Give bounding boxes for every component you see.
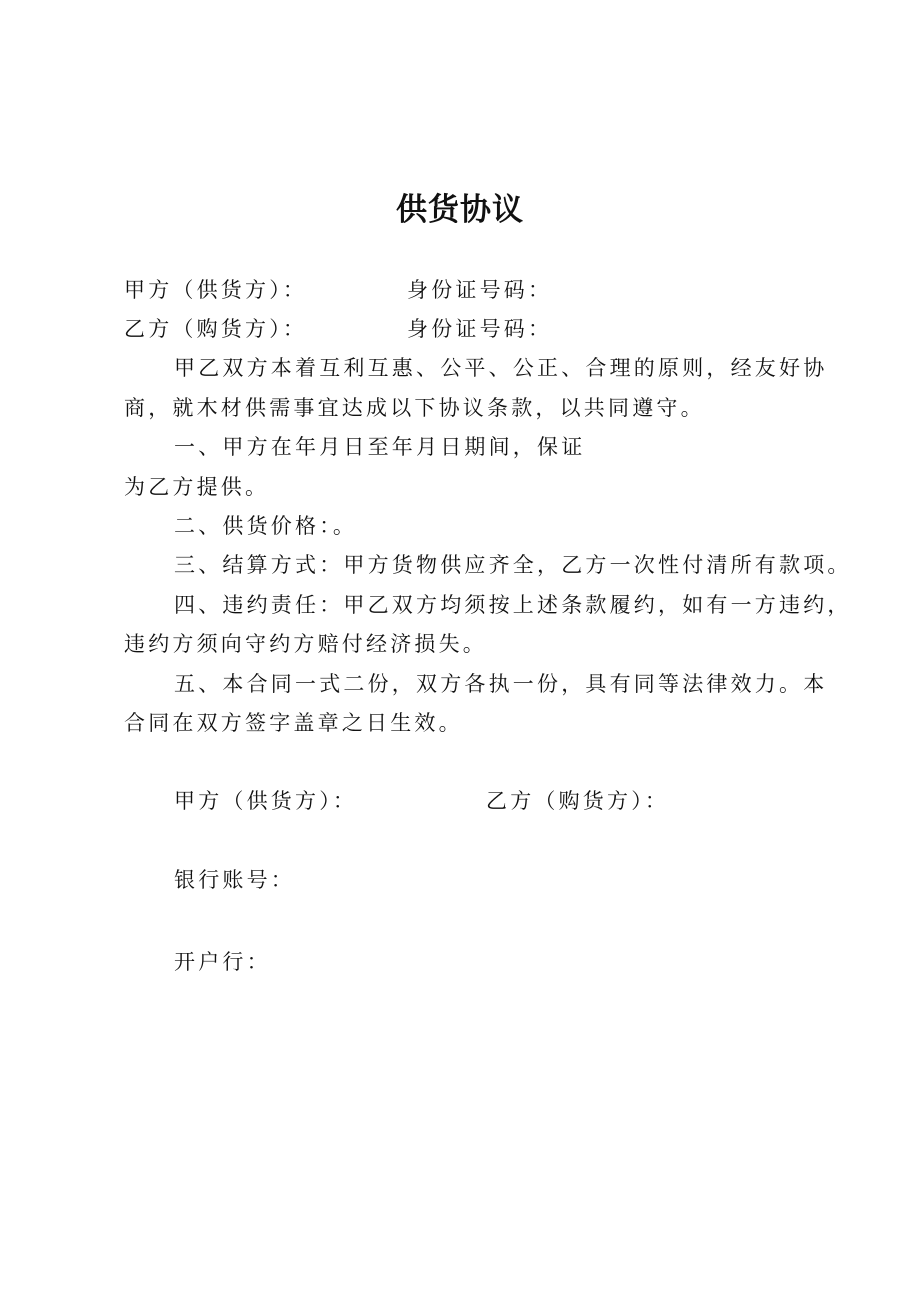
clause-5: 五、本合同一式二份，双方各执一份，具有同等法律效力。本	[174, 672, 828, 696]
party-b-id-label: 身份证号码：	[407, 317, 553, 341]
clause-4-continued: 违约方须向守约方赔付经济损失。	[124, 632, 487, 656]
clause-1-continued: 为乙方提供。	[124, 475, 270, 499]
clause-5-continued: 合同在双方签字盖章之日生效。	[124, 711, 463, 735]
clause-3: 三、结算方式：甲方货物供应齐全，乙方一次性付清所有款项。	[174, 553, 852, 577]
clause-2: 二、供货价格：。	[174, 514, 358, 538]
party-b-label: 乙方（购货方）：	[124, 317, 308, 341]
party-a-label: 甲方（供货方）：	[124, 278, 308, 302]
party-a-id-label: 身份证号码：	[407, 278, 553, 302]
clause-4: 四、违约责任：甲乙双方均须按上述条款履约，如有一方违约，	[174, 593, 852, 617]
body-line: 商，就木材供需事宜达成以下协议条款，以共同遵守。	[124, 396, 705, 420]
signature-party-b-label: 乙方（购货方）：	[486, 789, 670, 813]
bank-account-label: 银行账号：	[174, 868, 295, 892]
bank-label: 开户行：	[174, 950, 271, 974]
signature-party-a-label: 甲方（供货方）：	[174, 789, 358, 813]
clause-1: 一、甲方在年月日至年月日期间，保证	[174, 435, 586, 459]
body-line: 甲乙双方本着互利互惠、公平、公正、合理的原则，经友好协	[174, 356, 828, 380]
document-title: 供货协议	[396, 192, 524, 228]
